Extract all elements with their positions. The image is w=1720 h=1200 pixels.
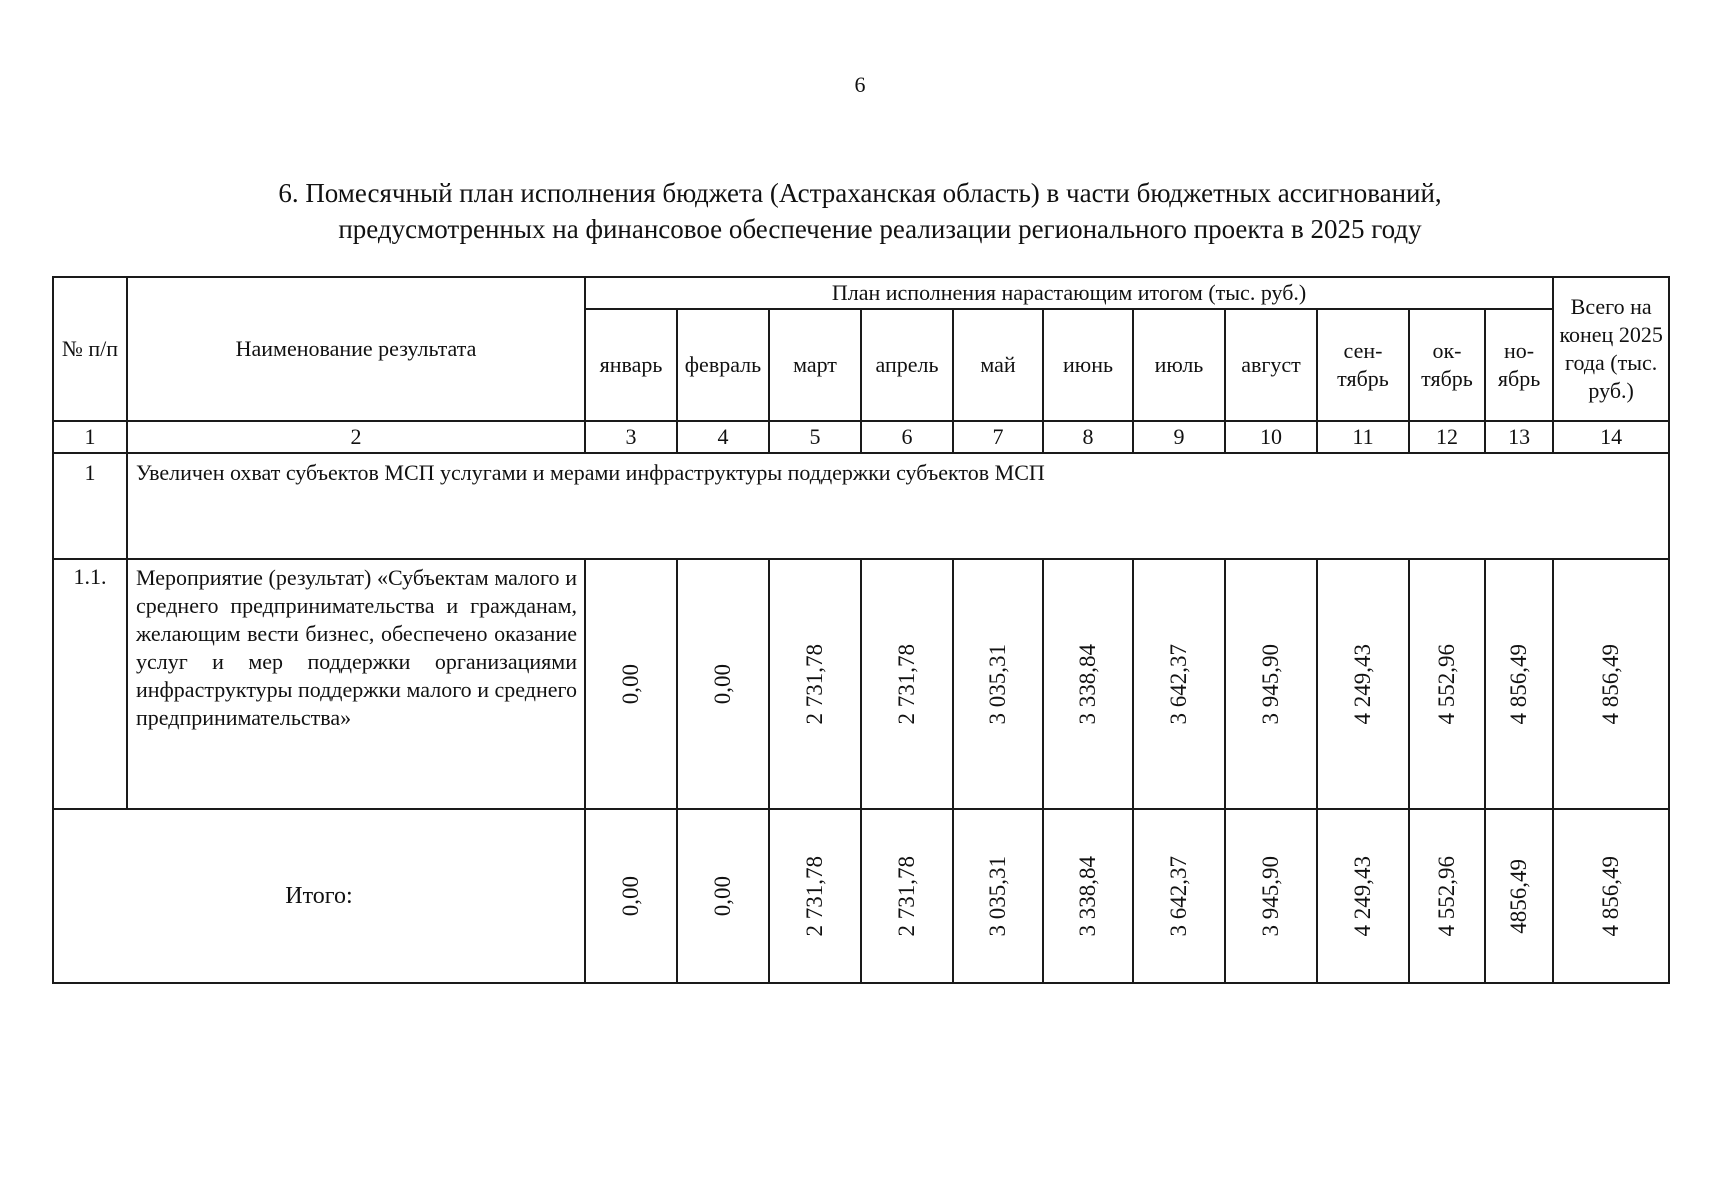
- row-value-cell: [953, 559, 1043, 809]
- totals-value: 0,00: [618, 875, 643, 917]
- row-value: 4 856,49: [1506, 643, 1532, 725]
- row-number: 1.1.: [53, 559, 127, 809]
- document-title: [0, 175, 1720, 247]
- header-month: июль: [1133, 309, 1225, 421]
- group-title: Увеличен охват субъектов МСП услугами и мерами инфраструктуры поддержки субъектов МСП: [127, 453, 1669, 559]
- totals-value: 0,00: [710, 875, 735, 917]
- column-number: 5: [769, 421, 861, 453]
- row-name: Мероприятие (результат) «Субъектам малого и среднего предпринимательства и гражданам, желающим вести бизнес, обеспечено оказание услуг и мер поддержки организациями инфраструктуры поддержки малого и среднего предпринимательства»: [127, 559, 585, 809]
- table-row: [53, 559, 1669, 809]
- group-row: [53, 453, 1669, 559]
- totals-value-cell: [585, 809, 677, 983]
- column-number: 6: [861, 421, 953, 453]
- header-month: май: [953, 309, 1043, 421]
- header-month: сен-тябрь: [1317, 309, 1409, 421]
- totals-label: Итого:: [53, 809, 585, 983]
- budget-plan-table: [52, 276, 1670, 984]
- row-value: 2 731,78: [802, 643, 827, 725]
- column-number: 9: [1133, 421, 1225, 453]
- totals-value: 4856,49: [1506, 858, 1532, 934]
- column-number: 12: [1409, 421, 1485, 453]
- row-value-cell: [1485, 559, 1553, 809]
- totals-value-cell: [1409, 809, 1485, 983]
- title-line-2: предусмотренных на финансовое обеспечение реализации регионального проекта в 2025 году: [338, 214, 1422, 244]
- row-value: 0,00: [618, 663, 643, 705]
- row-value: 2 731,78: [894, 643, 919, 725]
- totals-value-cell: [769, 809, 861, 983]
- totals-value: 3 338,84: [1075, 855, 1100, 937]
- row-value-cell: [585, 559, 677, 809]
- column-number: 11: [1317, 421, 1409, 453]
- totals-value-cell: [677, 809, 769, 983]
- column-number: 4: [677, 421, 769, 453]
- header-plan-group: План исполнения нарастающим итогом (тыс. руб.): [585, 277, 1553, 309]
- column-number: 14: [1553, 421, 1669, 453]
- row-value-cell: [1225, 559, 1317, 809]
- row-value: 3 035,31: [985, 643, 1010, 725]
- group-number: 1: [53, 453, 127, 559]
- header-month: апрель: [861, 309, 953, 421]
- totals-value: 3 945,90: [1258, 855, 1283, 937]
- row-value-cell: [1133, 559, 1225, 809]
- row-value: 0,00: [710, 663, 735, 705]
- column-number: 10: [1225, 421, 1317, 453]
- header-name-col: Наименование результата: [127, 277, 585, 421]
- totals-total-cell: [1553, 809, 1669, 983]
- row-value-cell: [1043, 559, 1133, 809]
- column-numbers-row: [53, 421, 1669, 453]
- row-value: 3 642,37: [1166, 643, 1191, 725]
- totals-value-cell: [953, 809, 1043, 983]
- totals-value: 3 035,31: [985, 855, 1010, 937]
- totals-value-cell: [1225, 809, 1317, 983]
- totals-value: 4 552,96: [1434, 855, 1459, 937]
- row-value-cell: [769, 559, 861, 809]
- header-month: август: [1225, 309, 1317, 421]
- row-value: 4 249,43: [1350, 643, 1375, 725]
- header-row-main: [53, 277, 1669, 309]
- row-value-cell: [861, 559, 953, 809]
- column-number: 3: [585, 421, 677, 453]
- row-value: 3 338,84: [1075, 643, 1100, 725]
- totals-value-cell: [1043, 809, 1133, 983]
- header-month: февраль: [677, 309, 769, 421]
- totals-value-cell: [1133, 809, 1225, 983]
- totals-value-cell: [861, 809, 953, 983]
- column-number: 1: [53, 421, 127, 453]
- row-value: 3 945,90: [1258, 643, 1283, 725]
- header-month: но-ябрь: [1485, 309, 1553, 421]
- column-number: 7: [953, 421, 1043, 453]
- totals-value-cell: [1485, 809, 1553, 983]
- totals-total: 4 856,49: [1598, 855, 1624, 937]
- header-month: март: [769, 309, 861, 421]
- title-line-1: 6. Помесячный план исполнения бюджета (Астраханская область) в части бюджетных ассигнований,: [278, 178, 1442, 208]
- column-number: 8: [1043, 421, 1133, 453]
- row-total: 4 856,49: [1598, 643, 1624, 725]
- totals-value: 2 731,78: [802, 855, 827, 937]
- totals-value-cell: [1317, 809, 1409, 983]
- page-number: 6: [854, 72, 866, 97]
- row-value: 4 552,96: [1434, 643, 1459, 725]
- row-value-cell: [1317, 559, 1409, 809]
- row-value-cell: [1409, 559, 1485, 809]
- totals-value: 3 642,37: [1166, 855, 1191, 937]
- header-month: январь: [585, 309, 677, 421]
- header-total-col: Всего на конец 2025 года (тыс. руб.): [1553, 277, 1669, 421]
- totals-row: [53, 809, 1669, 983]
- header-num-col: № п/п: [53, 277, 127, 421]
- row-value-cell: [677, 559, 769, 809]
- column-number: 13: [1485, 421, 1553, 453]
- column-number: 2: [127, 421, 585, 453]
- row-total-cell: [1553, 559, 1669, 809]
- totals-value: 4 249,43: [1350, 855, 1375, 937]
- header-month: июнь: [1043, 309, 1133, 421]
- totals-value: 2 731,78: [894, 855, 919, 937]
- header-month: ок-тябрь: [1409, 309, 1485, 421]
